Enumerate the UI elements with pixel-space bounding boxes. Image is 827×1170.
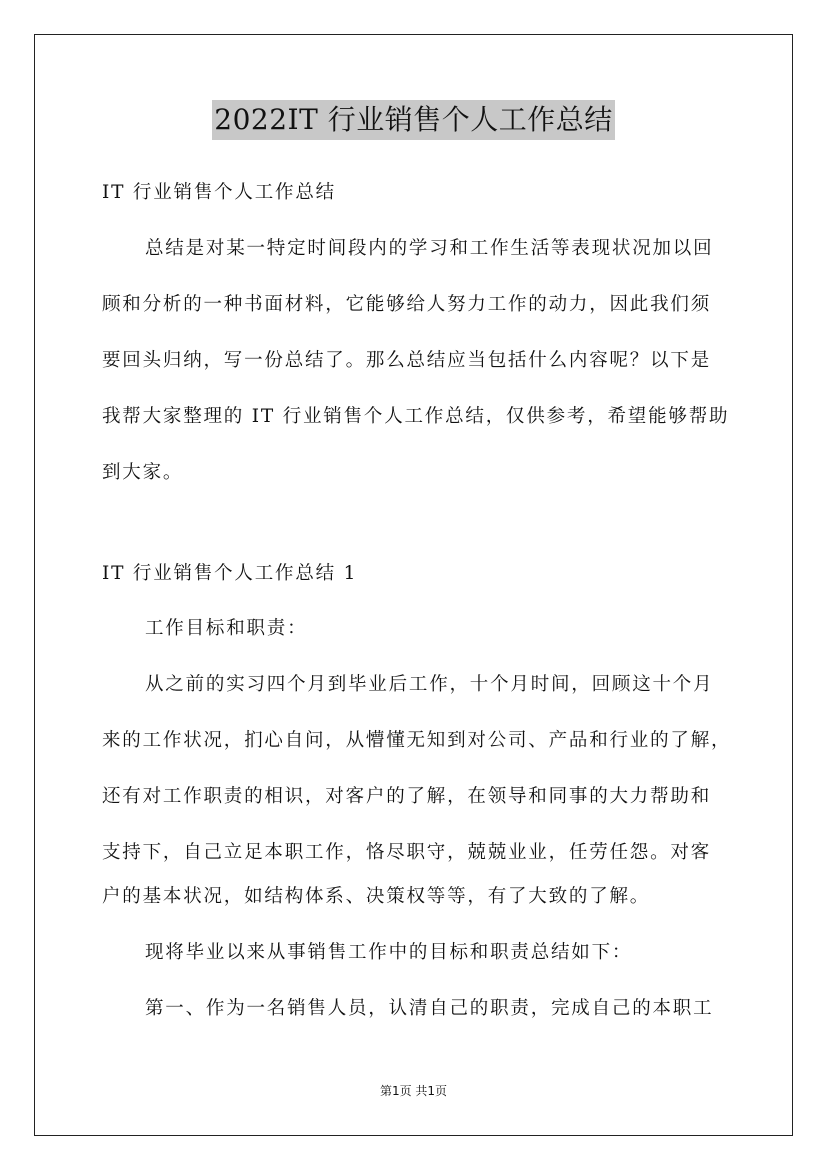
section-heading-1: IT 行业销售个人工作总结 1 [102, 563, 358, 584]
document-title: 2022IT 行业销售个人工作总结 [212, 100, 614, 140]
paragraph-line: 总结是对某一特定时间段内的学习和工作生活等表现状况加以回 [145, 238, 714, 259]
subheading-goals: 工作目标和职责： [145, 618, 308, 639]
paragraph-line: 还有对工作职责的相识，对客户的了解，在领导和同事的大力帮助和 [102, 786, 712, 807]
paragraph-line: 从之前的实习四个月到毕业后工作，十个月时间，回顾这十个月 [145, 674, 714, 695]
paragraph-line: 现将毕业以来从事销售工作中的目标和职责总结如下： [145, 942, 633, 963]
document-title-wrapper [0, 100, 827, 140]
paragraph-line: 顾和分析的一种书面材料，它能够给人努力工作的动力，因此我们须 [102, 294, 712, 315]
paragraph-line: 到大家。 [102, 462, 184, 483]
section-heading-intro: IT 行业销售个人工作总结 [102, 182, 336, 203]
paragraph-line: 我帮大家整理的 IT 行业销售个人工作总结，仅供参考，希望能够帮助 [102, 406, 730, 427]
paragraph-line: 来的工作状况，扪心自问，从懵懂无知到对公司、产品和行业的了解， [102, 730, 732, 751]
page-number: 第1页 共1页 [379, 1084, 448, 1098]
paragraph-line: 支持下，自己立足本职工作，恪尽职守，兢兢业业，任劳任怨。对客 [102, 842, 712, 863]
paragraph-line: 第一、作为一名销售人员，认清自己的职责，完成自己的本职工 [145, 998, 714, 1019]
paragraph-line: 要回头归纳，写一份总结了。那么总结应当包括什么内容呢？以下是 [102, 350, 712, 371]
paragraph-line: 户的基本状况，如结构体系、决策权等等，有了大致的了解。 [102, 886, 651, 907]
